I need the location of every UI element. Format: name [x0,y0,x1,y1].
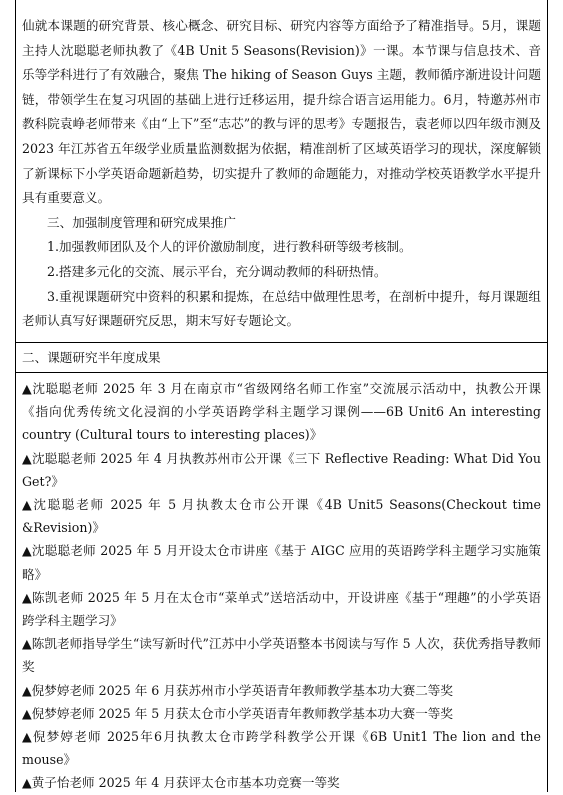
achievement-item: ▲沈聪聪老师 2025 年 5 月执教太仓市公开课《4B Unit5 Seasons(Checkout time &Revision)》 [22,497,541,536]
document-table [15,0,548,792]
achievement-item: ▲倪梦婷老师 2025 年 6 月获苏州市小学英语青年教师教学基本功大赛二等奖 [22,682,453,698]
achievement-item: ▲沈聪聪老师 2025 年 3 月在南京市“省级网络名师工作室”交流展示活动中，执教公开课《指向优秀传统文化浸润的小学英语跨学科主题学习课例——6B Unit6 An interesting country (Cultural tours to interesting places)》 [22,381,541,443]
achievement-item: ▲倪梦婷老师 2025年6月执教太仓市跨学科教学公开课《6B Unit1 The lion and the mouse》 [22,729,541,768]
achievement-item: ▲黄子怡老师 2025 年 4 月获评太仓市基本功竞赛一等奖 [22,775,340,791]
achievement-item: ▲陈凯老师指导学生“读写新时代”江苏中小学英语整本书阅读与写作 5 人次，获优秀指导教师奖 [22,636,541,675]
achievement-item: ▲倪梦婷老师 2025 年 5 月获太仓市小学英语青年教师教学基本功大赛一等奖 [22,705,453,721]
achievement-item: ▲沈聪聪老师 2025 年 5 月开设太仓市讲座《基于 AIGC 应用的英语跨学科主题学习实施策略》 [22,543,541,582]
measure-item-2: 2.搭建多元化的交流、展示平台，充分调动教师的科研热情。 [47,263,387,279]
achievement-item: ▲沈聪聪老师 2025 年 4 月执教苏州市公开课《三下 Reflective Reading: What Did You Get?》 [22,450,541,489]
measure-item-3: 3.重视课题研究中资料的积累和提炼，在总结中做理性思考，在剖析中提升，每月课题组老师认真写好课题研究反思，期末写好专题论文。 [22,288,541,329]
section-heading-3: 三、加强制度管理和研究成果推广 [47,214,236,230]
section-2-title: 二、课题研究半年度成果 [22,350,161,365]
research-progress-cell [16,0,547,342]
measure-item-1: 1.加强教师团队及个人的评价激励制度，进行教科研等级考核制。 [47,239,412,255]
guidance-paragraph: 仙就本课题的研究背景、核心概念、研究目标、研究内容等方面给予了精准指导。5月，课题主持人沈聪聪老师执教了《4B Unit 5 Seasons(Revision)》一课。本节课与信息技术、音乐等学科进行了有效融合，聚焦 The hiking of Season Guys 主题，教师循序渐进设计问题链，带领学生在复习巩固的基础上进行迁移运用，提升综合语言运用能力。6月，特邀苏州市教科院袁峥老师带来《由“上下”至“志芯”的教与评的思考》专题报告，袁老师以四年级市测及 2023 年江苏省五年级学业质量监测数据为依据，精准剖析了区域英语学习的现状，深度解锁了新课标下小学英语命题新趋势，切实提升了教师的命题能力，对推动学校英语教学水平提升具有重要意义。 [22,18,541,206]
achievement-item: ▲陈凯老师 2025 年 5 月在太仓市“菜单式”送培活动中，开设讲座《基于“理趣”的小学英语跨学科主题学习》 [22,589,541,629]
achievements-cell [16,373,547,795]
section-header-cell [16,343,547,372]
